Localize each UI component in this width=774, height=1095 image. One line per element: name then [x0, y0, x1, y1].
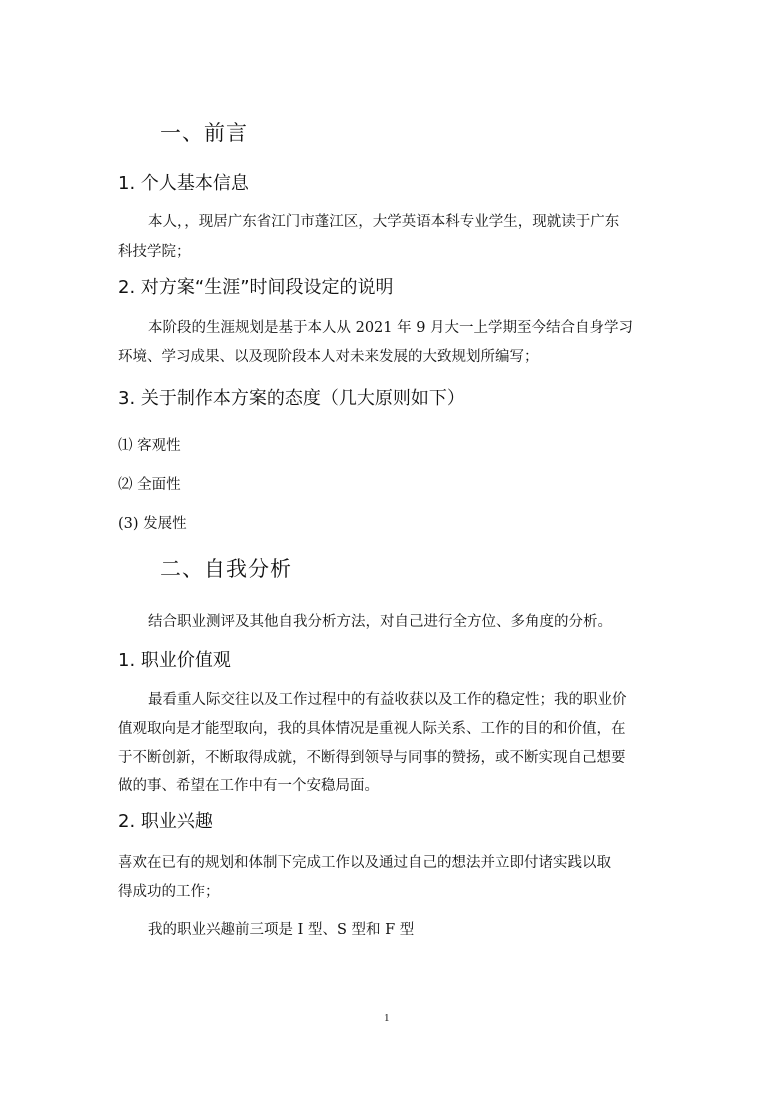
- page-number: 1: [384, 1012, 390, 1024]
- subsection-heading-personal-info: 1. 个人基本信息: [118, 173, 249, 194]
- subsection-heading-career-interest: 2. 职业兴趣: [118, 811, 213, 832]
- paragraph-line: 我的职业兴趣前三项是 I 型、S 型和 F 型: [148, 922, 415, 938]
- list-item-objective: ⑴ 客观性: [118, 438, 181, 454]
- paragraph-line: 本阶段的生涯规划是基于本人从 2021 年 9 月大一上学期至今结合自身学习: [148, 320, 634, 336]
- paragraph-line: 环境、学习成果、以及现阶段本人对未来发展的大致规划所编写；: [118, 349, 539, 365]
- paragraph-line: 最看重人际交往以及工作过程中的有益收获以及工作的稳定性；我的职业价: [148, 692, 627, 708]
- list-item-comprehensive: ⑵ 全面性: [118, 477, 181, 493]
- subsection-heading-career-values: 1. 职业价值观: [118, 650, 231, 671]
- paragraph-line: 科技学院；: [118, 244, 191, 260]
- paragraph-line: 做的事、希望在工作中有一个安稳局面。: [118, 778, 379, 794]
- paragraph-line: 本人，，现居广东省江门市蓬江区，大学英语本科专业学生，现就读于广东: [148, 214, 620, 230]
- section-heading-preface: 一、前言: [160, 121, 248, 145]
- subsection-heading-career-period: 2. 对方案“生涯”时间段设定的说明: [118, 277, 394, 298]
- section-heading-self-analysis: 二、自我分析: [160, 557, 292, 581]
- paragraph-line: 于不断创新，不断取得成就，不断得到领导与同事的赞扬，或不断实现自己想要: [118, 750, 626, 766]
- subsection-heading-attitude: 3. 关于制作本方案的态度（几大原则如下）: [118, 388, 465, 409]
- paragraph-line: 喜欢在已有的规划和体制下完成工作以及通过自己的想法并立即付诸实践以取: [118, 855, 611, 871]
- section-intro: 结合职业测评及其他自我分析方法，对自己进行全方位、多角度的分析。: [148, 614, 612, 630]
- paragraph-line: 得成功的工作；: [118, 884, 220, 900]
- list-item-development: (3) 发展性: [118, 516, 187, 532]
- paragraph-line: 值观取向是才能型取向，我的具体情况是重视人际关系、工作的目的和价值，在: [118, 721, 626, 737]
